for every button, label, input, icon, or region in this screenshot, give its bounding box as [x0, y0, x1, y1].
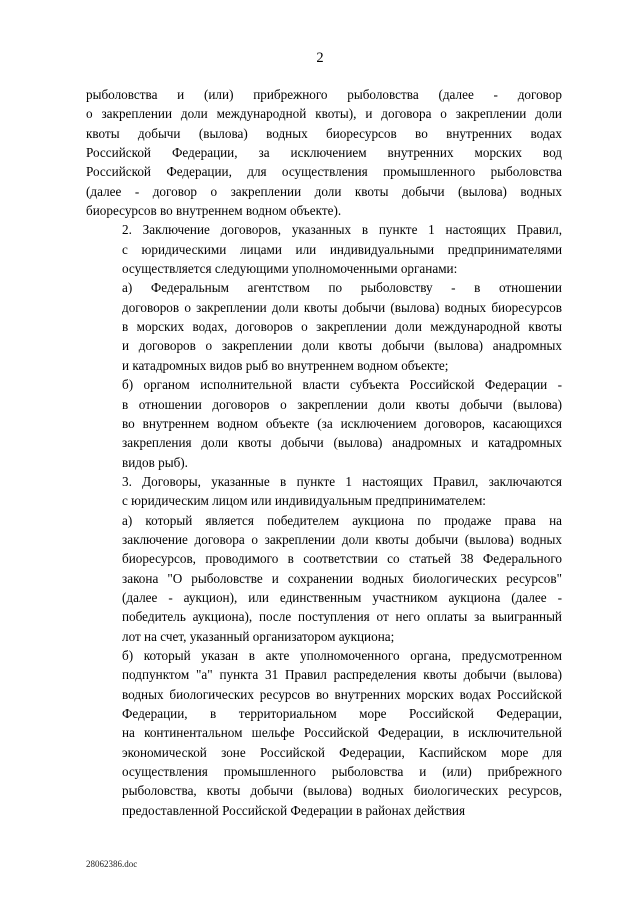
text-line: а) Федеральным агентством по рыболовству - в отношении [122, 280, 562, 296]
text-line: осуществления промышленного рыболовства и (или) прибрежного [122, 764, 562, 780]
text-line: предоставленной Российской Федерации в районах действия [122, 802, 466, 818]
text-line: (далее - аукцион), или единственным участником аукциона (далее - [122, 589, 562, 605]
text-line: с юридическими лицами или индивидуальными предпринимателями [122, 241, 562, 257]
text-line: и договоров о закреплении доли квоты добычи (вылова) анадромных [122, 338, 562, 354]
text-line: в морских водах, договоров о закреплении доли международной квоты [122, 319, 562, 335]
paragraph [86, 646, 562, 820]
text-line: биоресурсов, проводимого в соответствии со статьей 38 Федерального [122, 551, 562, 567]
text-line: рыболовства и (или) прибрежного рыболовства (далее - договор [86, 87, 562, 102]
text-line: закрепления доли квоты добычи (вылова) анадромных и катадромных [122, 435, 562, 451]
text-line: с юридическим лицом или индивидуальным предпринимателем: [122, 493, 486, 509]
paragraph [86, 511, 562, 646]
text-line: на континентальном шельфе Российской Федерации, в исключительной [122, 725, 562, 741]
paragraph [86, 278, 562, 375]
text-line: 3. Договоры, указанные в пункте 1 настоящих Правил, заключаются [122, 473, 562, 489]
paragraph [86, 220, 562, 278]
text-line: водных биологических ресурсов во внутренних морских водах Российской [122, 686, 562, 702]
text-line: закона "О рыболовстве и сохранении водных биологических ресурсов" [122, 570, 562, 586]
text-line: о закреплении доли международной квоты), и договора о закреплении доли [86, 106, 562, 122]
text-line: (далее - договор о закреплении доли квоты добычи (вылова) водных [86, 183, 562, 199]
text-line: победитель аукциона), после поступления от него оплаты за выигранный [122, 609, 562, 625]
text-line: подпунктом "а" пункта 31 Правил распределения квоты добычи (вылова) [122, 667, 562, 683]
text-line: во внутреннем водном объекте (за исключением договоров, касающихся [122, 415, 562, 431]
text-line: и катадромных видов рыб во внутреннем водном объекте; [122, 357, 449, 373]
text-line: квоты добычи (вылова) водных биоресурсов во внутренних водах [86, 125, 562, 141]
paragraph [86, 472, 562, 511]
text-line: рыболовства, квоты добычи (вылова) водных биологических ресурсов, [122, 783, 562, 799]
text-line: заключение договора о закреплении доли квоты добычи (вылова) водных [122, 531, 562, 547]
paragraph [86, 85, 562, 220]
text-line: б) который указан в акте уполномоченного органа, предусмотренном [122, 647, 562, 663]
text-line: а) который является победителем аукциона по продаже права на [122, 512, 562, 528]
text-line: Российской Федерации, за исключением внутренних морских вод [86, 145, 562, 161]
text-line: б) органом исполнительной власти субъекта Российской Федерации - [122, 377, 562, 393]
text-line: видов рыб). [122, 454, 188, 470]
text-line: лот на счет, указанный организатором аукциона; [122, 628, 395, 644]
paragraph [86, 375, 562, 472]
text-line: в отношении договоров о закреплении доли квоты добычи (вылова) [122, 396, 562, 412]
text-line: 2. Заключение договоров, указанных в пункте 1 настоящих Правил, [122, 222, 562, 238]
text-line: Российской Федерации, для осуществления промышленного рыболовства [86, 164, 562, 180]
text-line: договоров о закреплении доли квоты добычи (вылова) водных биоресурсов [122, 299, 562, 315]
text-line: экономической зоне Российской Федерации, Каспийском море для [122, 744, 562, 760]
text-line: биоресурсов во внутреннем водном объекте). [86, 203, 342, 219]
document-body [86, 85, 562, 820]
footer-file-id: 28062386.doc [86, 859, 138, 869]
text-line: осуществляется следующими уполномоченными органами: [122, 261, 458, 277]
page-number: 2 [316, 50, 324, 66]
text-line: Федерации, в территориальном море Российской Федерации, [122, 706, 562, 721]
